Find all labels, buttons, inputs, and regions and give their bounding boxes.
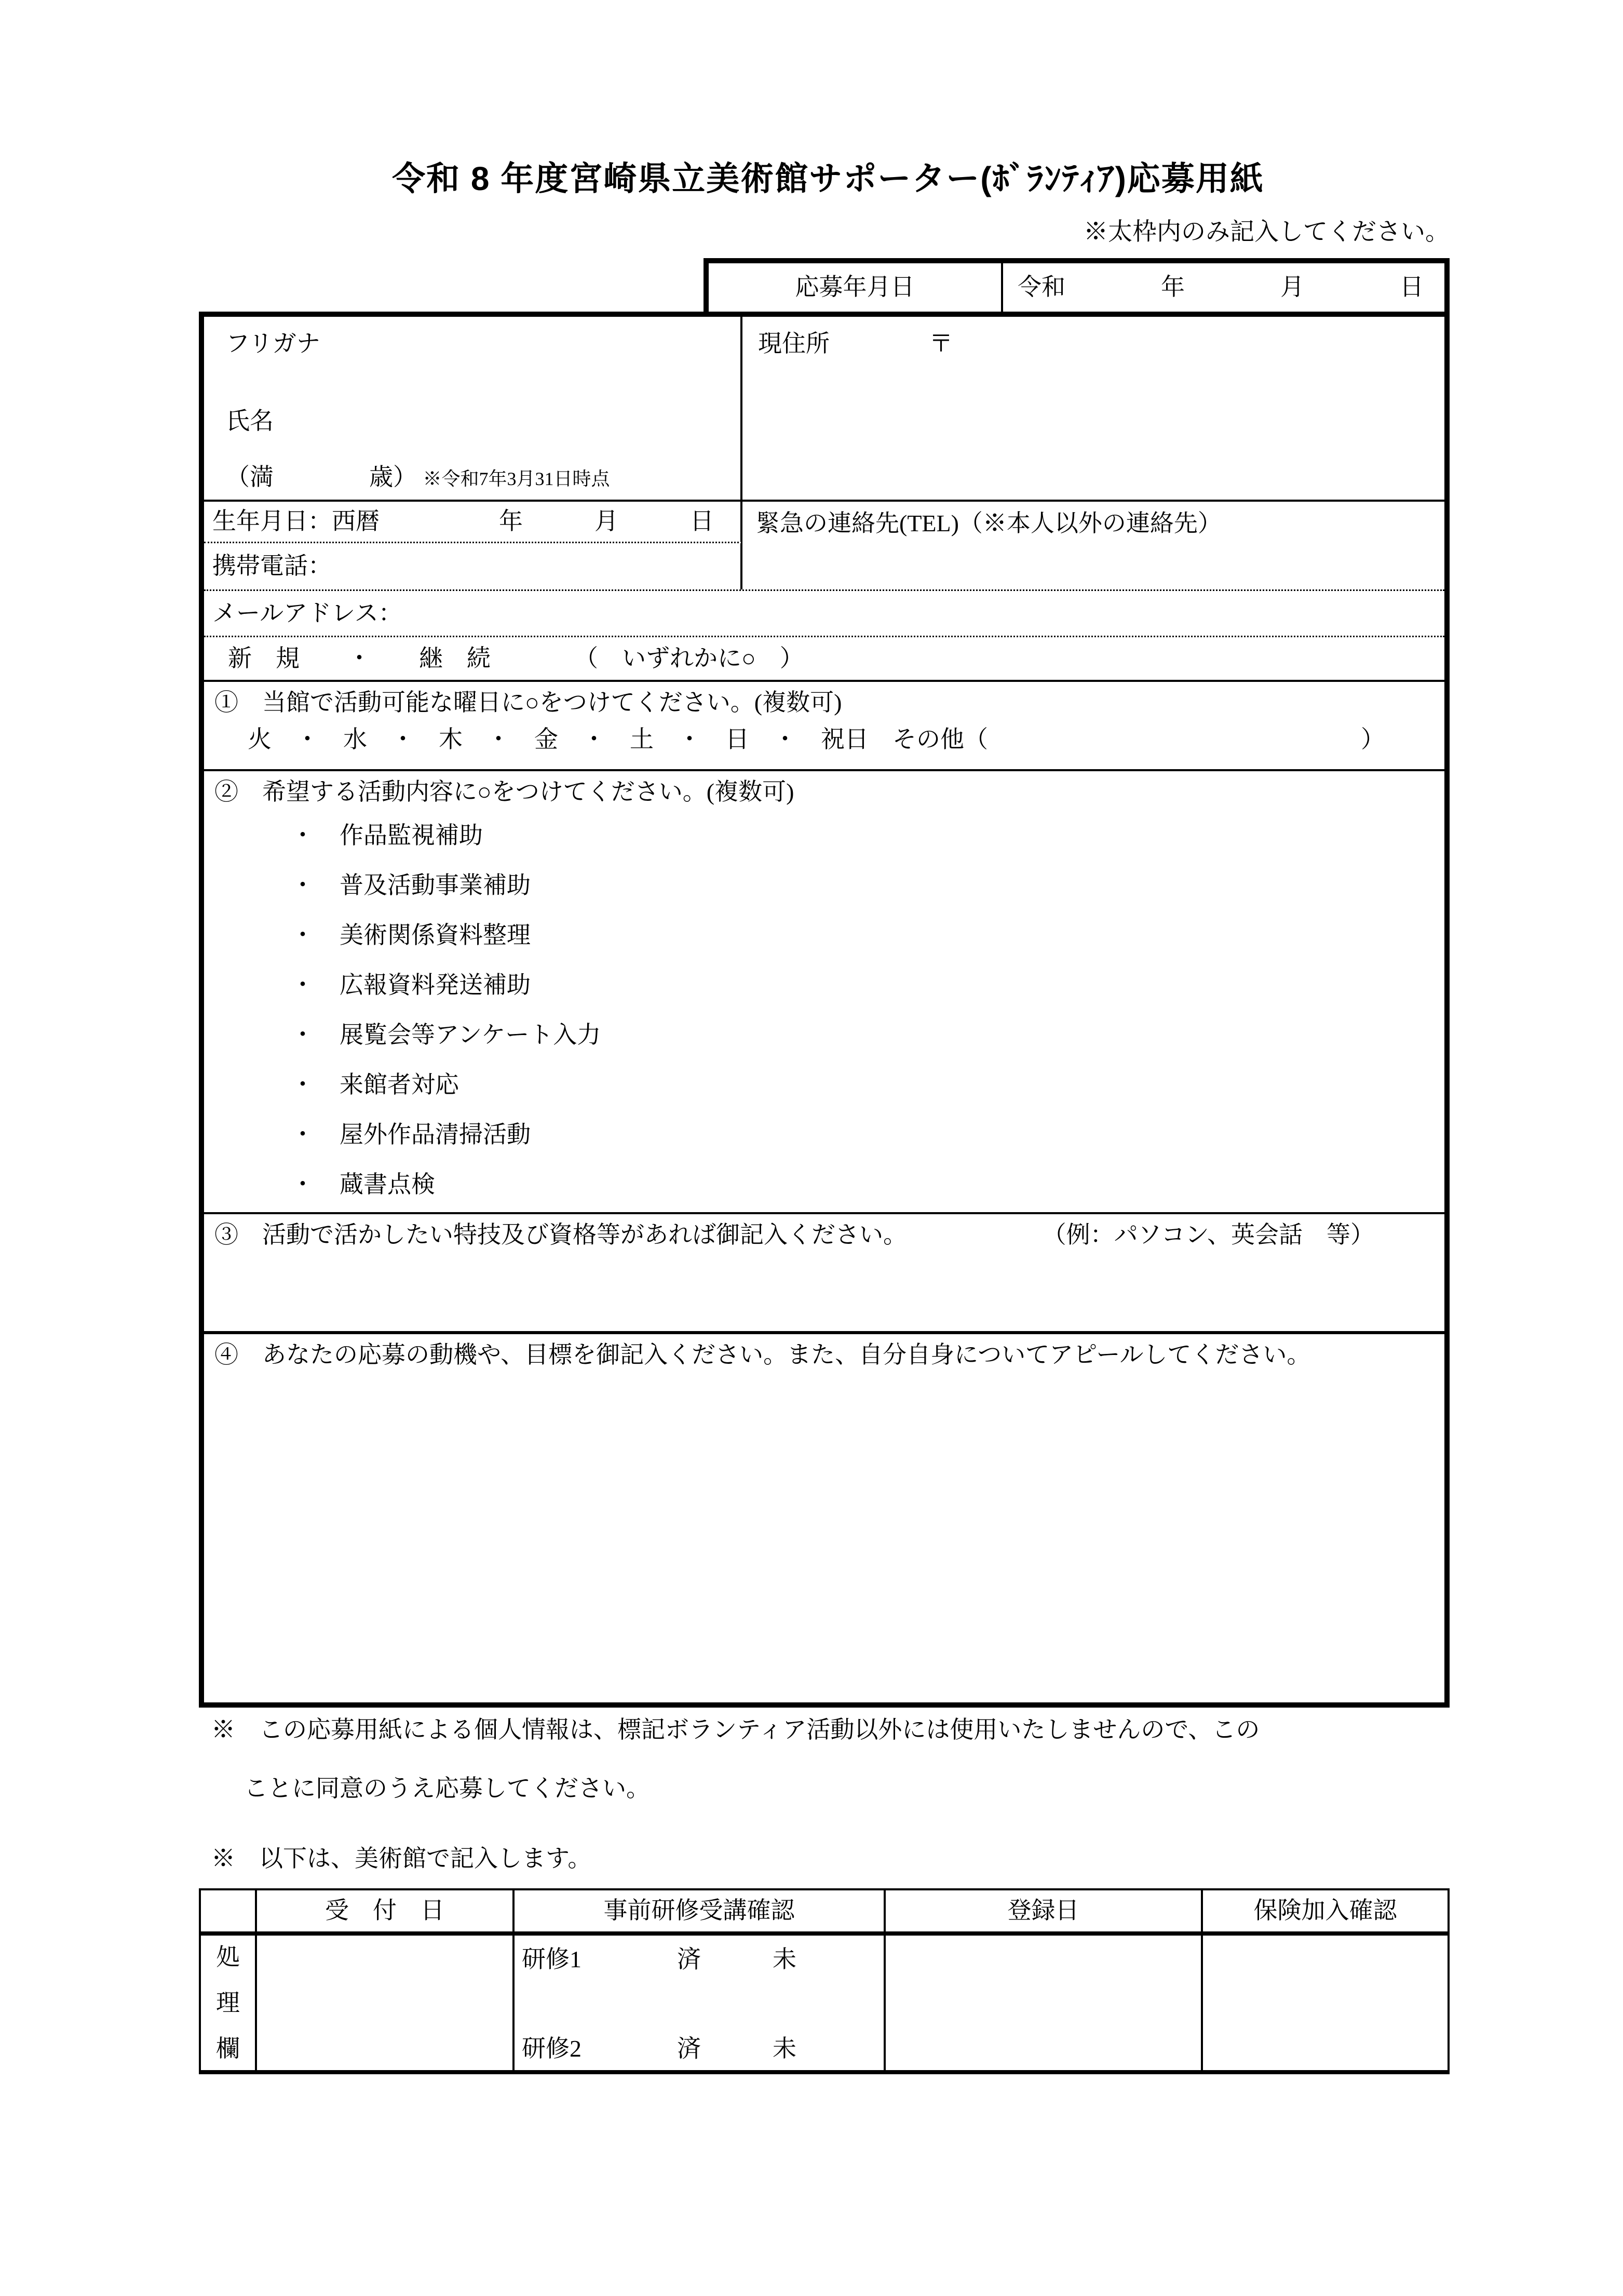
activity-item xyxy=(291,1160,1444,1210)
address-label: 現住所 xyxy=(758,330,830,357)
processing-column-label xyxy=(201,1936,257,2070)
registration-type-row: 新 規 ・ 継 続 （ いずれかに○ ） xyxy=(204,637,1444,682)
application-date-box xyxy=(704,258,1450,312)
bullet-icon: ・ xyxy=(291,922,315,949)
training-confirmation-cell xyxy=(515,1936,886,2070)
bullet-icon: ・ xyxy=(291,1022,315,1049)
table-header-corner xyxy=(201,1890,257,1936)
section3-skills xyxy=(204,1214,1444,1334)
section2-heading: ② 希望する活動内容に○をつけてください。(複数可) xyxy=(214,778,794,805)
bullet-icon: ・ xyxy=(291,872,315,899)
section1-heading: ① 当館で活動可能な曜日に○をつけてください。(複数可) xyxy=(214,689,842,716)
activity-item xyxy=(291,1060,1444,1110)
name-label: 氏名 xyxy=(226,407,274,434)
weekday-options-text: 火 ・ 水 ・ 木 ・ 金 ・ 土 ・ 日 ・ 祝日 その他（ xyxy=(248,726,988,753)
birthdate-field: 生年月日：西暦 年 月 日 xyxy=(204,502,742,543)
table-header-registration-date: 登録日 xyxy=(886,1890,1203,1936)
bullet-icon: ・ xyxy=(291,822,315,849)
emergency-contact-field: 緊急の連絡先(TEL)（※本人以外の連絡先） xyxy=(756,510,1222,536)
activity-label: 美術関係資料整理 xyxy=(340,922,531,949)
mobile-phone-field: 携帯電話： xyxy=(204,543,742,589)
registration-date-cell xyxy=(886,1936,1203,2070)
activity-list xyxy=(204,811,1444,1210)
processing-char: 処 xyxy=(216,1944,240,1970)
weekday-options xyxy=(204,726,1444,754)
activity-label: 蔵書点検 xyxy=(340,1171,435,1198)
activity-item xyxy=(291,961,1444,1011)
age-field xyxy=(226,464,740,491)
weekday-options-close-paren: ） xyxy=(1361,726,1385,753)
activity-label: 広報資料発送補助 xyxy=(340,972,531,999)
processing-char: 欄 xyxy=(216,2035,240,2062)
activity-item xyxy=(291,811,1444,861)
processing-char: 理 xyxy=(216,1990,240,2017)
bullet-icon: ・ xyxy=(291,1121,315,1148)
section4-heading: ④ あなたの応募の動機や、目標を御記入ください。また、自分自身についてアピールしてください。 xyxy=(214,1341,1311,1368)
training2-row: 研修2 済 未 xyxy=(522,2035,796,2062)
fill-instruction-note: ※太枠内のみ記入してください。 xyxy=(1084,219,1450,246)
training1-row: 研修1 済 未 xyxy=(522,1946,796,1972)
main-form-box xyxy=(199,312,1450,1708)
address-cell xyxy=(742,317,1444,500)
section1-available-days xyxy=(204,682,1444,771)
name-cell xyxy=(204,317,742,500)
activity-item xyxy=(291,861,1444,911)
section4-motivation xyxy=(204,1334,1444,1702)
activity-label: 作品監視補助 xyxy=(340,822,483,849)
page-title: 令和 8 年度宮崎県立美術館サポーター(ﾎﾞﾗﾝﾃｨｱ)応募用紙 xyxy=(392,160,1264,197)
bullet-icon: ・ xyxy=(291,1071,315,1098)
section3-example: （例：パソコン、英会話 等） xyxy=(1042,1221,1374,1248)
email-field: メールアドレス： xyxy=(204,591,1444,637)
bullet-icon: ・ xyxy=(291,1171,315,1198)
office-use-note: ※ 以下は、美術館で記入します。 xyxy=(211,1845,592,1872)
age-reference-note: ※令和7年3月31日時点 xyxy=(423,468,610,490)
privacy-note-line1: ※ この応募用紙による個人情報は、標記ボランティア活動以外には使用いたしませんので、この xyxy=(211,1716,1260,1743)
application-date-value: 令和 年 月 日 xyxy=(1018,274,1424,301)
activity-label: 屋外作品清掃活動 xyxy=(340,1121,531,1148)
bullet-icon: ・ xyxy=(291,972,315,999)
birth-emergency-row xyxy=(204,502,1444,591)
activity-item xyxy=(291,1011,1444,1060)
application-date-label: 応募年月日 xyxy=(709,263,1003,312)
furigana-label: フリガナ xyxy=(226,330,320,357)
activity-item xyxy=(291,1110,1444,1160)
activity-label: 展覧会等アンケート入力 xyxy=(340,1022,601,1049)
section3-heading: ③ 活動で活かしたい特技及び資格等があれば御記入ください。 xyxy=(214,1221,907,1248)
age-label: （満 歳） xyxy=(226,464,417,491)
activity-item xyxy=(291,911,1444,961)
office-use-table xyxy=(199,1888,1450,2074)
activity-label: 来館者対応 xyxy=(340,1071,459,1098)
section2-desired-activities xyxy=(204,771,1444,1214)
table-header-reception-date: 受 付 日 xyxy=(257,1890,515,1936)
postal-mark: 〒 xyxy=(929,330,953,357)
name-address-row xyxy=(204,317,1444,502)
activity-label: 普及活動事業補助 xyxy=(340,872,531,899)
table-header-insurance-confirmation: 保険加入確認 xyxy=(1203,1890,1448,1936)
privacy-note-line2: ことに同意のうえ応募してください。 xyxy=(244,1775,650,1802)
reception-date-cell xyxy=(257,1936,515,2070)
table-header-training-confirmation: 事前研修受講確認 xyxy=(515,1890,886,1936)
insurance-confirmation-cell xyxy=(1203,1936,1448,2070)
